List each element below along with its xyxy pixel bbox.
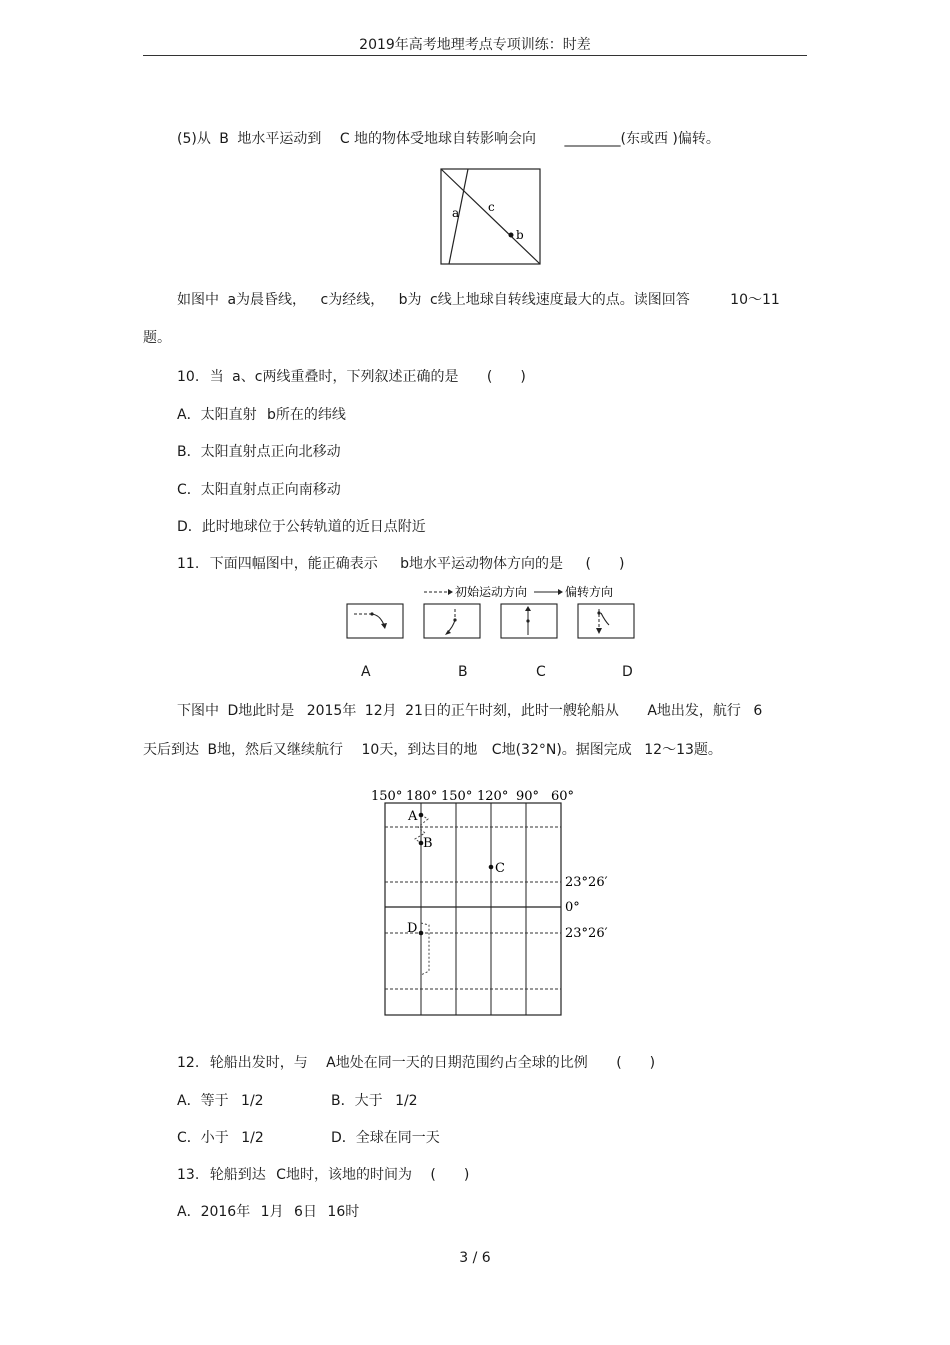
lat-label: 23°26′ [565,926,608,941]
intro-1-line-1 [177,289,780,309]
route-near-d [421,923,429,975]
intro1-part: c线上地球自转线速度最大的点。读图回答 [430,292,690,308]
option-text: 太阳直射 [200,407,257,423]
arrow-head [558,589,563,595]
option-text: 小于 [200,1130,229,1146]
intro1-part: c为经线， [320,292,385,308]
lat-label: 23°26′ [565,875,608,890]
question-5 [177,128,720,148]
option-value: 1/2 [395,1093,418,1109]
legend-initial-label: 初始运动方向 [455,585,528,599]
q5-mid1: 地水平运动到 [237,131,322,147]
option-text: 太阳直射点正向南移动 [200,482,341,498]
q10-option-b [177,441,341,461]
q10-text: 当 [209,369,224,385]
lon-label: 90° [516,789,540,804]
option-value: 1/2 [241,1093,264,1109]
lon-label: 150° [371,789,403,804]
option-text: b所在的纬线 [267,407,346,423]
option-value: 1/2 [241,1130,264,1146]
option-letter: A． [177,1204,201,1220]
q10-answer-bracket: ( ) [486,369,526,385]
option-letter: A． [177,1093,201,1109]
longitude-labels [371,789,574,804]
intro2-part: 12～13题。 [644,742,722,758]
q11-label-b: B [458,664,468,680]
q11-text: b地水平运动物体方向的是 [400,556,564,572]
page-header: 2019年高考地理考点专项训练：时差 [359,37,591,53]
q10-text: a、c两线重叠时，下列叙述正确的是 [232,369,459,385]
q5-suffix: (东或西 )偏转。 [620,131,720,147]
q13-text: C地时，该地的时间为 [276,1167,412,1183]
q12-number: 12. [177,1055,200,1071]
direction-legend [420,582,640,602]
intro2-part: A地出发，航行 [647,703,741,719]
intro2-part: 下图中 [177,703,219,719]
option-letter: D． [177,519,202,535]
point-label-d: D [407,921,418,936]
q13-answer-bracket: ( ) [430,1167,470,1183]
lon-label: 120° [477,789,509,804]
ship-route-map [365,785,625,1020]
q11-text: 下面四幅图中，能正确表示 [209,556,378,572]
latitude-labels [565,875,608,941]
arrow-head [448,589,453,595]
q5-blank: ________ [564,131,621,147]
intro2-part: B地，然后又继续航行 [207,742,344,758]
q11-label-a: A [361,664,371,680]
q11-label-c: C [536,664,546,680]
q5-c: C [339,131,350,147]
q12-answer-bracket: ( ) [616,1055,656,1071]
intro1-part: b为 [398,292,422,308]
lon-label: 60° [551,789,575,804]
intro2-part: 天后到达 [143,742,199,758]
q13-option-a [177,1201,359,1221]
map-frame [385,803,561,1015]
q12-option-b [331,1090,418,1110]
point-c [489,865,494,870]
question-11-stem [177,553,624,573]
intro2-part: C地(32°N)。据图完成 [491,742,632,758]
intro-2-line-2 [143,739,722,759]
question-12-stem [177,1052,655,1072]
lon-label: 180° [406,789,438,804]
intro2-part: 2015年 [306,703,357,719]
q10-option-a [177,404,346,424]
intro2-part: 21日的正午时刻，此时一艘轮船从 [405,703,619,719]
option-text: 全球在同一天 [355,1130,440,1146]
page-number: 3 / 6 [459,1250,491,1266]
q12-text: A地处在同一天的日期范围约占全球的比例 [326,1055,588,1071]
lon-label: 150° [441,789,473,804]
point-label-a: A [408,809,418,824]
q5-mid2: 地的物体受地球自转影响会向 [354,131,537,147]
intro1-part: a为晨昏线， [227,292,307,308]
intro-1-line-2: 题。 [143,330,171,346]
option-text: 等于 [200,1093,229,1109]
q12-option-d [331,1127,440,1147]
option-letter: A． [177,407,201,423]
option-letter: D． [331,1130,356,1146]
intro2-part: 12月 [364,703,397,719]
option-text: 大于 [354,1093,383,1109]
q11-answer-bracket: ( ) [585,556,625,572]
q13-number: 13. [177,1167,200,1183]
question-13-stem [177,1164,469,1184]
intro2-part: 10天，到达目的地 [361,742,478,758]
option-text: 6日 [294,1204,317,1220]
q10-option-c [177,479,341,499]
lat-label: 0° [565,900,580,915]
option-a-diagram [347,604,403,638]
point-label-c: C [495,861,505,876]
intro1-part: 10～11 [730,292,780,308]
option-text: 太阳直射点正向北移动 [200,444,341,460]
header-rule [143,55,807,56]
option-text: 16时 [327,1204,360,1220]
q10-option-d [177,516,426,536]
terminator-figure [440,168,542,266]
q11-option-diagrams [346,603,636,641]
intro2-part: D地此时是 [227,703,295,719]
label-c: c [488,200,495,214]
option-letter: C． [177,482,201,498]
q11-number: 11. [177,556,200,572]
option-text: 此时地球位于公转轨道的近日点附近 [201,519,426,535]
q11-label-d: D [622,664,633,680]
label-a: a [452,206,460,220]
label-b: b [516,228,524,242]
option-letter: B． [331,1093,355,1109]
point-a [419,813,424,818]
intro1-part: 如图中 [177,292,219,308]
point-d [419,931,424,936]
q5-prefix: (5)从 [177,131,211,147]
q13-text: 轮船到达 [209,1167,266,1183]
point-b [509,233,514,238]
option-b-diagram [424,604,480,638]
q12-text: 轮船出发时，与 [209,1055,308,1071]
option-text: 2016年 [200,1204,251,1220]
q12-option-c [177,1127,264,1147]
option-text: 1月 [260,1204,284,1220]
q5-b: B [219,131,229,147]
option-letter: C． [177,1130,201,1146]
intro-2-line-1 [177,700,762,720]
q10-number: 10. [177,369,200,385]
option-letter: B． [177,444,201,460]
option-d-diagram [578,604,634,638]
question-10-stem [177,366,526,386]
option-c-diagram [501,604,557,638]
intro2-part: 6 [753,703,763,719]
legend-deflect-label: 偏转方向 [565,585,614,599]
point-label-b: B [423,836,433,851]
q12-option-a [177,1090,264,1110]
